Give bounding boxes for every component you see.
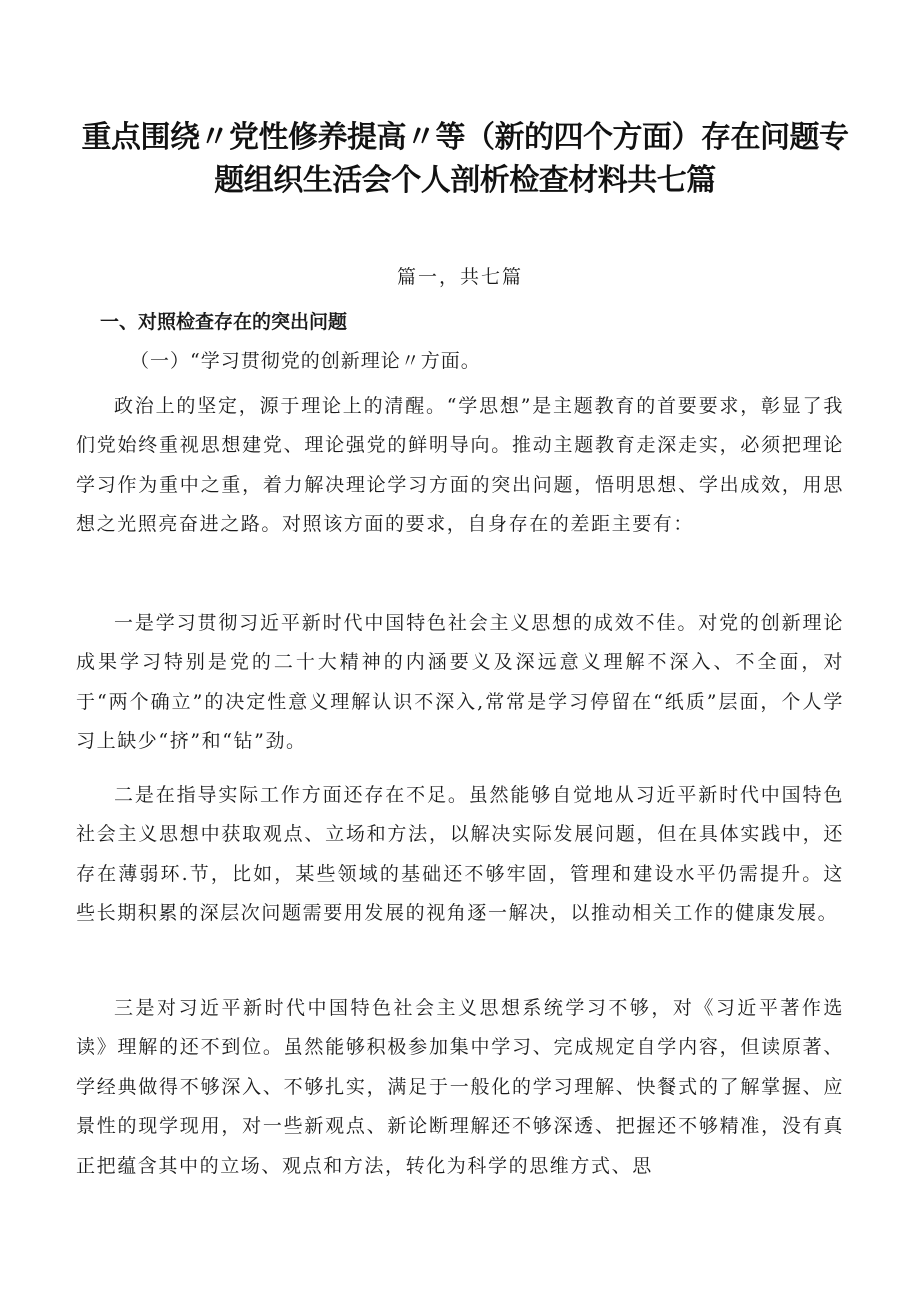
body-paragraph: 二是在指导实际工作方面还存在不足。虽然能够自觉地从习近平新时代中国特色社会主义思想中获取观点、立场和方法，以解决实际发展问题，但在具体实践中，还存在薄弱环.节，比如，某些领域的基础还不够牢固，管理和建设水平仍需提升。这些长期积累的深层次问题需要用发展的视角逐一解决，以推动相关工作的健康发展。 (76, 784, 844, 925)
chapter-heading: 篇一，共七篇 (396, 266, 523, 288)
subsection-heading: （一）“学习贯彻党的创新理论〃方面。 (130, 350, 481, 372)
document-title: 重点围绕〃党性修养提高〃等（新的四个方面）存在问题专题组织生活会个人剖析检查材料共七篇 (81, 120, 849, 198)
body-paragraph: 三是对习近平新时代中国特色社会主义思想系统学习不够，对《习近平著作选读》理解的还不到位。虽然能够积极参加集中学习、完成规定自学内容，但读原著、学经典做得不够深入、不够扎实，满足于一般化的学习理解、快餐式的了解掌握、应景性的现学现用，对一些新观点、新论断理解还不够深透、把握还不够精准，没有真正把蕴含其中的立场、观点和方法，转化为科学的思维方式、思 (76, 997, 844, 1177)
body-paragraph: 政治上的坚定，源于理论上的清醒。“学思想”是主题教育的首要要求，彰显了我们党始终重视思想建党、理论强党的鲜明导向。推动主题教育走深走实，必须把理论学习作为重中之重，着力解决理论学习方面的突出问题，悟明思想、学出成效，用思想之光照亮奋进之路。对照该方面的要求，自身存在的差距主要有： (76, 395, 844, 536)
body-paragraph: 一是学习贯彻习近平新时代中国特色社会主义思想的成效不佳。对党的创新理论成果学习特别是党的二十大精神的内涵要义及深远意义理解不深入、不全面，对于“两个确立”的决定性意义理解认识不深入,常常是学习停留在“纸质”层面，个人学习上缺少“挤”和“钻”劲。 (76, 612, 844, 753)
section-heading: 一、对照检查存在的突出问题 (100, 311, 348, 333)
